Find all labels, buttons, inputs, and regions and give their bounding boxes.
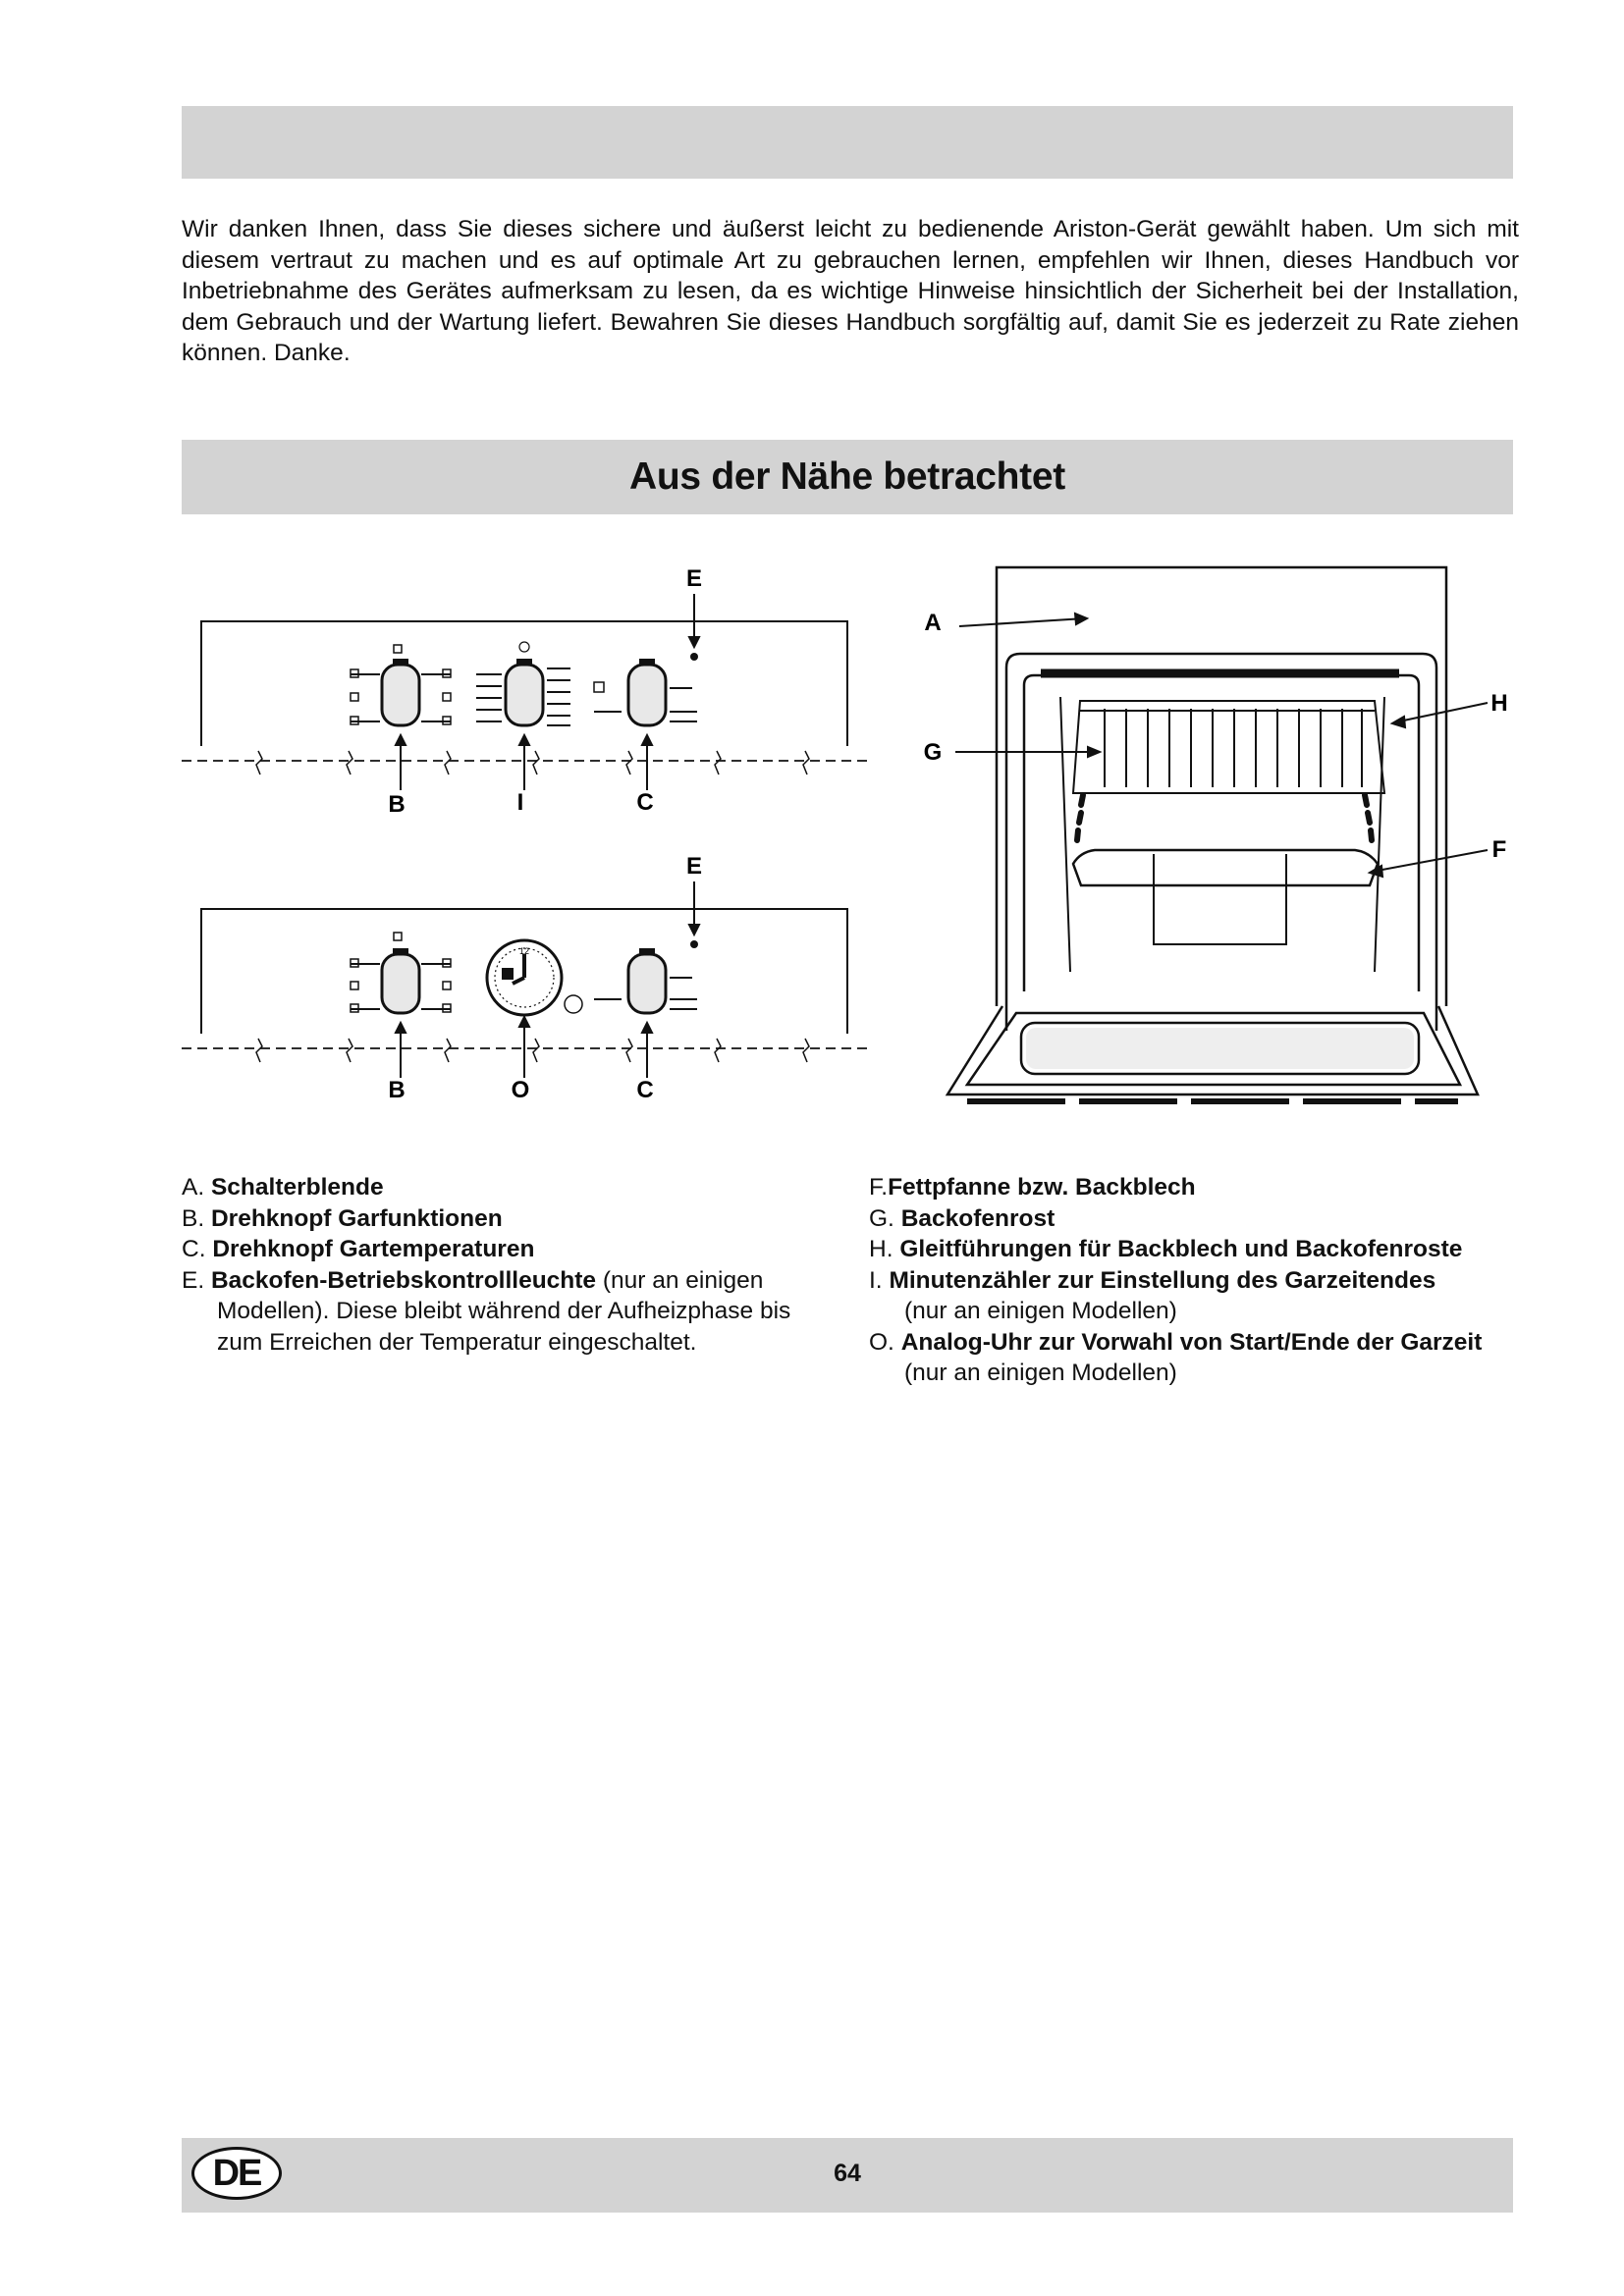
legend-item: O. Analog-Uhr zur Vorwahl von Start/Ende der Garzeit (nur an einigen Modellen) [869,1328,1483,1386]
label-b: B [388,791,406,815]
control-panel-diagram-clock [182,852,879,1102]
label-c: C [636,789,654,815]
section-title-bar [182,440,1513,514]
clock-numeral: 12 [518,946,530,956]
function-knob-b [351,645,451,725]
temperature-knob-c [594,659,697,725]
header-bar [182,106,1513,179]
function-knob-b [351,933,451,1013]
legend-item: A. Schalterblende [182,1174,384,1201]
intro-paragraph: Wir danken Ihnen, dass Sie dieses sichere und äußerst leicht zu bedienende Ariston-Gerät gewählt haben. Um sich mit diesem vertraut zu machen und es auf optimale Art zu gebrauchen lernen, empfehlen wir Ihnen, dieses Handbuch vor Inbetriebnahme des Gerätes aufmerksam zu lesen, da es wichtige Hinweise hinsichtlich der Sicherheit bei der Installation, dem Gebrauch und der Wartung liefert. Bewahren Sie dieses Handbuch sorgfältig auf, damit Sie es jederzeit zu Rate ziehen können. Danke. [182,216,1519,366]
language-badge: DE [191,2147,282,2200]
clock-button [565,995,582,1013]
legend-item: C. Drehknopf Gartemperaturen [182,1236,535,1262]
legend-item: B. Drehknopf Garfunktionen [182,1204,503,1232]
label-g: G [923,739,943,766]
section-title: Aus der Nähe betrachtet [629,455,1065,498]
legend-item: H. Gleitführungen für Backblech und Backofenroste [869,1236,1463,1262]
label-e: E [685,853,703,880]
oven-diagram [908,560,1512,1119]
label-f: F [1491,836,1507,863]
legend-left [182,1172,830,1358]
temperature-knob-c [594,948,697,1013]
legend-item: I. Minutenzähler zur Einstellung des Garzeitendes (nur an einigen Modellen) [869,1266,1436,1324]
legend-item: E. Backofen-Betriebskontrollleuchte (nur an einigen Modellen). Diese bleibt während der Aufheizphase bis zum Erreichen der Temperatur eingeschaltet. [182,1266,791,1356]
legend-item: G. Backofenrost [869,1204,1056,1232]
label-c: C [636,1077,654,1102]
label-e: E [685,565,703,592]
control-panel-diagram-timer [182,564,879,815]
label-o: O [511,1077,530,1102]
minute-timer-knob-i [476,642,570,725]
label-h: H [1490,690,1508,717]
label-a: A [924,610,942,636]
label-i: I [516,789,524,815]
analog-clock-o [487,940,562,1015]
indicator-light-icon [690,653,698,661]
footer-bar [182,2138,1513,2213]
page-number: 64 [834,2160,861,2187]
label-b: B [388,1077,406,1102]
legend-item: F.Fettpfanne bzw. Backblech [869,1174,1196,1201]
indicator-light-icon [690,940,698,948]
legend-right [869,1172,1517,1389]
